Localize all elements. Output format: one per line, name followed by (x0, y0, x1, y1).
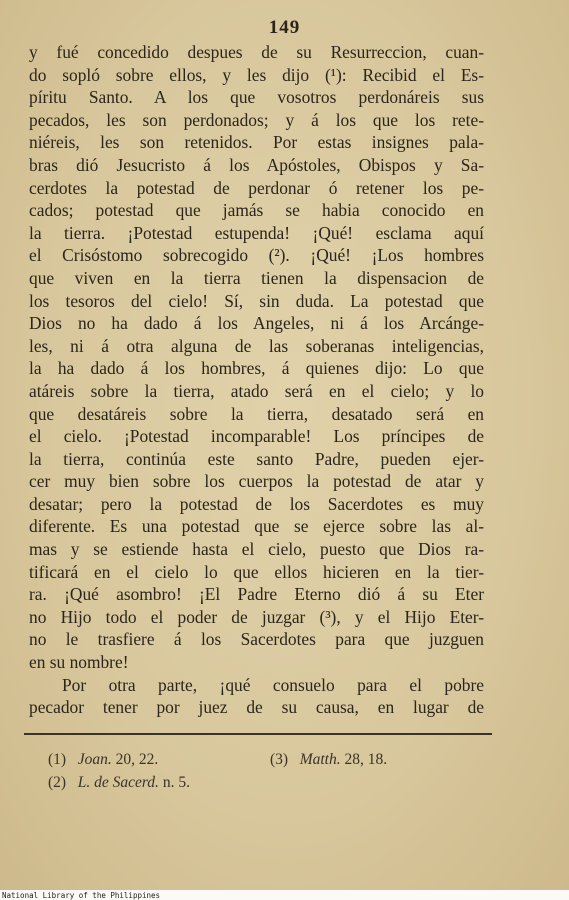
footnote-mark: 2 (53, 774, 61, 791)
text-line: bras dió Jesucristo á los Apóstoles, Obispos y Sa- (29, 154, 484, 175)
footnote-divider (24, 733, 492, 735)
page-number: 149 (268, 17, 301, 38)
text-line: cerdotes la potestad de perdonar ó retener los pe- (29, 177, 484, 198)
footnote-mark: 3 (275, 751, 283, 768)
footnote-1: (1) Joan. 20, 22. (48, 751, 159, 768)
text-line: diferente. Es una potestad que se ejerce sobre las al- (29, 516, 484, 537)
library-credit: National Library of the Philippines (2, 891, 161, 900)
text-line: les, ni á otra alguna de las soberanas inteligencias, (29, 335, 484, 356)
text-line: atáreis sobre la tierra, atado será en el cielo; y lo (29, 380, 484, 401)
text-line: mas y se estiende hasta el cielo, puesto que Dios ra- (29, 539, 484, 560)
text-line: en su nombre! (29, 652, 129, 673)
text-line: pecados, les son perdonados; y á los que los rete- (29, 109, 484, 130)
text-line: y fué concedido despues de su Resurreccion, cuan- (29, 42, 484, 62)
text-line: no le trasfiere á los Sacerdotes para que juzguen (29, 629, 484, 650)
text-line: píritu Santo. A los que vosotros perdonáreis sus (29, 87, 484, 108)
text-line: que viven en la tierra tienen la dispensacion de (29, 267, 484, 288)
text-line: niéreis, les son retenidos. Por estas insignes pala- (29, 132, 484, 153)
footnote-2: (2) L. de Sacerd. n. 5. (48, 774, 190, 791)
footnote-3: (3) Matth. 28, 18. (270, 751, 388, 768)
text-line: que desatáreis sobre la tierra, desatado será en (29, 403, 484, 424)
footnote-reference: Matth. (299, 751, 341, 768)
body-text (29, 41, 484, 719)
text-line: el Crisóstomo sobrecogido (²). ¡Qué! ¡Los hombres (29, 245, 484, 266)
footnote-reference: L. de Sacerd. (77, 774, 159, 791)
footnote-location: 20, 22. (115, 751, 159, 768)
text-line: el cielo. ¡Potestad incomparable! Los príncipes de (29, 426, 484, 447)
text-line: Dios no ha dado á los Angeles, ni á los Arcánge- (29, 313, 484, 334)
text-line: tificará en el cielo lo que ellos hicieren en la tier- (29, 561, 484, 582)
text-line: la tierra. ¡Potestad estupenda! ¡Qué! esclama aquí (29, 222, 484, 243)
text-line: do sopló sobre ellos, y les dijo (¹): Recibid el Es- (29, 64, 484, 85)
text-line: cer muy bien sobre los cuerpos la potestad de atar y (29, 471, 484, 492)
text-line: la ha dado á los hombres, á quienes dijo: Lo que (29, 358, 484, 379)
text-line: ra. ¡Qué asombro! ¡El Padre Eterno dió á su Eter (29, 584, 484, 605)
footnote-reference: Joan. (77, 751, 112, 768)
text-line: los tesoros del cielo! Sí, sin duda. La potestad que (29, 290, 484, 311)
text-line: la tierra, continúa este santo Padre, pueden ejer- (29, 448, 484, 469)
text-line: cados; potestad que jamás se habia conocido en (29, 200, 484, 221)
footnote-mark: 1 (53, 751, 61, 768)
text-line: Por otra parte, ¡qué consuelo para el pobre (62, 674, 484, 695)
text-line: desatar; pero la potestad de los Sacerdotes es muy (29, 493, 484, 514)
text-line: no Hijo todo el poder de juzgar (³), y el Hijo Eter- (29, 606, 484, 627)
footnote-location: 28, 18. (344, 751, 388, 768)
footnote-location: n. 5. (162, 774, 190, 791)
text-line: pecador tener por juez de su causa, en lugar de (29, 697, 484, 718)
